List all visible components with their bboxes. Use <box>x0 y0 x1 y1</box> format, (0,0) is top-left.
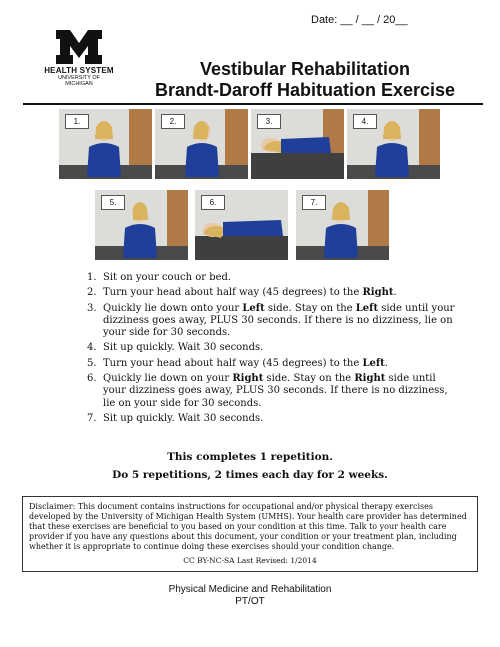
disclaimer-box <box>22 496 478 572</box>
block-m-logo-icon <box>56 30 102 64</box>
disclaimer-text: Disclaimer: This document contains instructions for occupational and/or physical therapy exercises developed by the University of Michigan Health System (UMHS). Your health care provider has determined that these exercises are beneficial to you based on your condition at this time. Talk to your health care provider if you have any questions about this document, your condition or your treatment plan, including whether it is appropriate to continue doing these exercises should your condition change. <box>29 502 467 551</box>
photo-step-2 <box>155 109 248 179</box>
photo-step-3 <box>251 109 344 179</box>
header-rule <box>23 103 483 105</box>
repetition-summary: This completes 1 repetition. <box>167 451 333 463</box>
photo-step-1 <box>59 109 152 179</box>
photo-step-5 <box>95 190 188 260</box>
list-item: 7. Sit up quickly. Wait 30 seconds. <box>87 412 264 424</box>
logo-line2: UNIVERSITY OF MICHIGAN <box>57 75 101 87</box>
umhs-logo <box>44 30 114 87</box>
list-item: 1. Sit on your couch or bed. <box>87 272 232 283</box>
license-line: CC BY-NC-SA Last Revised: 1/2014 <box>183 556 317 565</box>
photo-label: 5. <box>101 195 125 210</box>
photo-label: 2. <box>161 114 185 129</box>
page-subtitle: Brandt-Daroff Habituation Exercise <box>154 80 456 100</box>
date-line: Date: __ / __ / 20__ <box>311 14 408 26</box>
list-item: 5. Turn your head about half way (45 degrees) to the Left. <box>87 357 388 369</box>
instruction-list <box>87 272 457 428</box>
page-title: Vestibular Rehabilitation <box>199 59 411 79</box>
photo-label: 6. <box>201 195 225 210</box>
photo-step-6 <box>195 190 288 260</box>
photo-step-4 <box>347 109 440 179</box>
list-item: 2. Turn your head about half way (45 degrees) to the Right. <box>87 287 397 299</box>
footer-department: Physical Medicine and Rehabilitation <box>168 584 332 595</box>
list-item: 3. Quickly lie down onto your Left side. Stay on the Left side until your dizziness goes away, PLUS 30 seconds. If there is no dizziness, lie on your side for 30 seconds. <box>87 302 455 339</box>
list-item: 4. Sit up quickly. Wait 30 seconds. <box>87 342 264 354</box>
photo-label: 4. <box>353 114 377 129</box>
photo-step-7 <box>296 190 389 260</box>
logo-line1: HEALTH SYSTEM <box>44 66 114 75</box>
schedule-summary: Do 5 repetitions, 2 times each day for 2 weeks. <box>112 469 388 481</box>
footer-unit: PT/OT <box>235 596 265 607</box>
list-item: 6. Quickly lie down on your Right side. Stay on the Right side until your dizziness goes away, PLUS 30 seconds. If there is no dizziness, lie on your side for 30 seconds. <box>87 373 448 409</box>
photo-label: 7. <box>302 195 326 210</box>
photo-label: 1. <box>65 114 89 129</box>
photo-label: 3. <box>257 114 281 129</box>
